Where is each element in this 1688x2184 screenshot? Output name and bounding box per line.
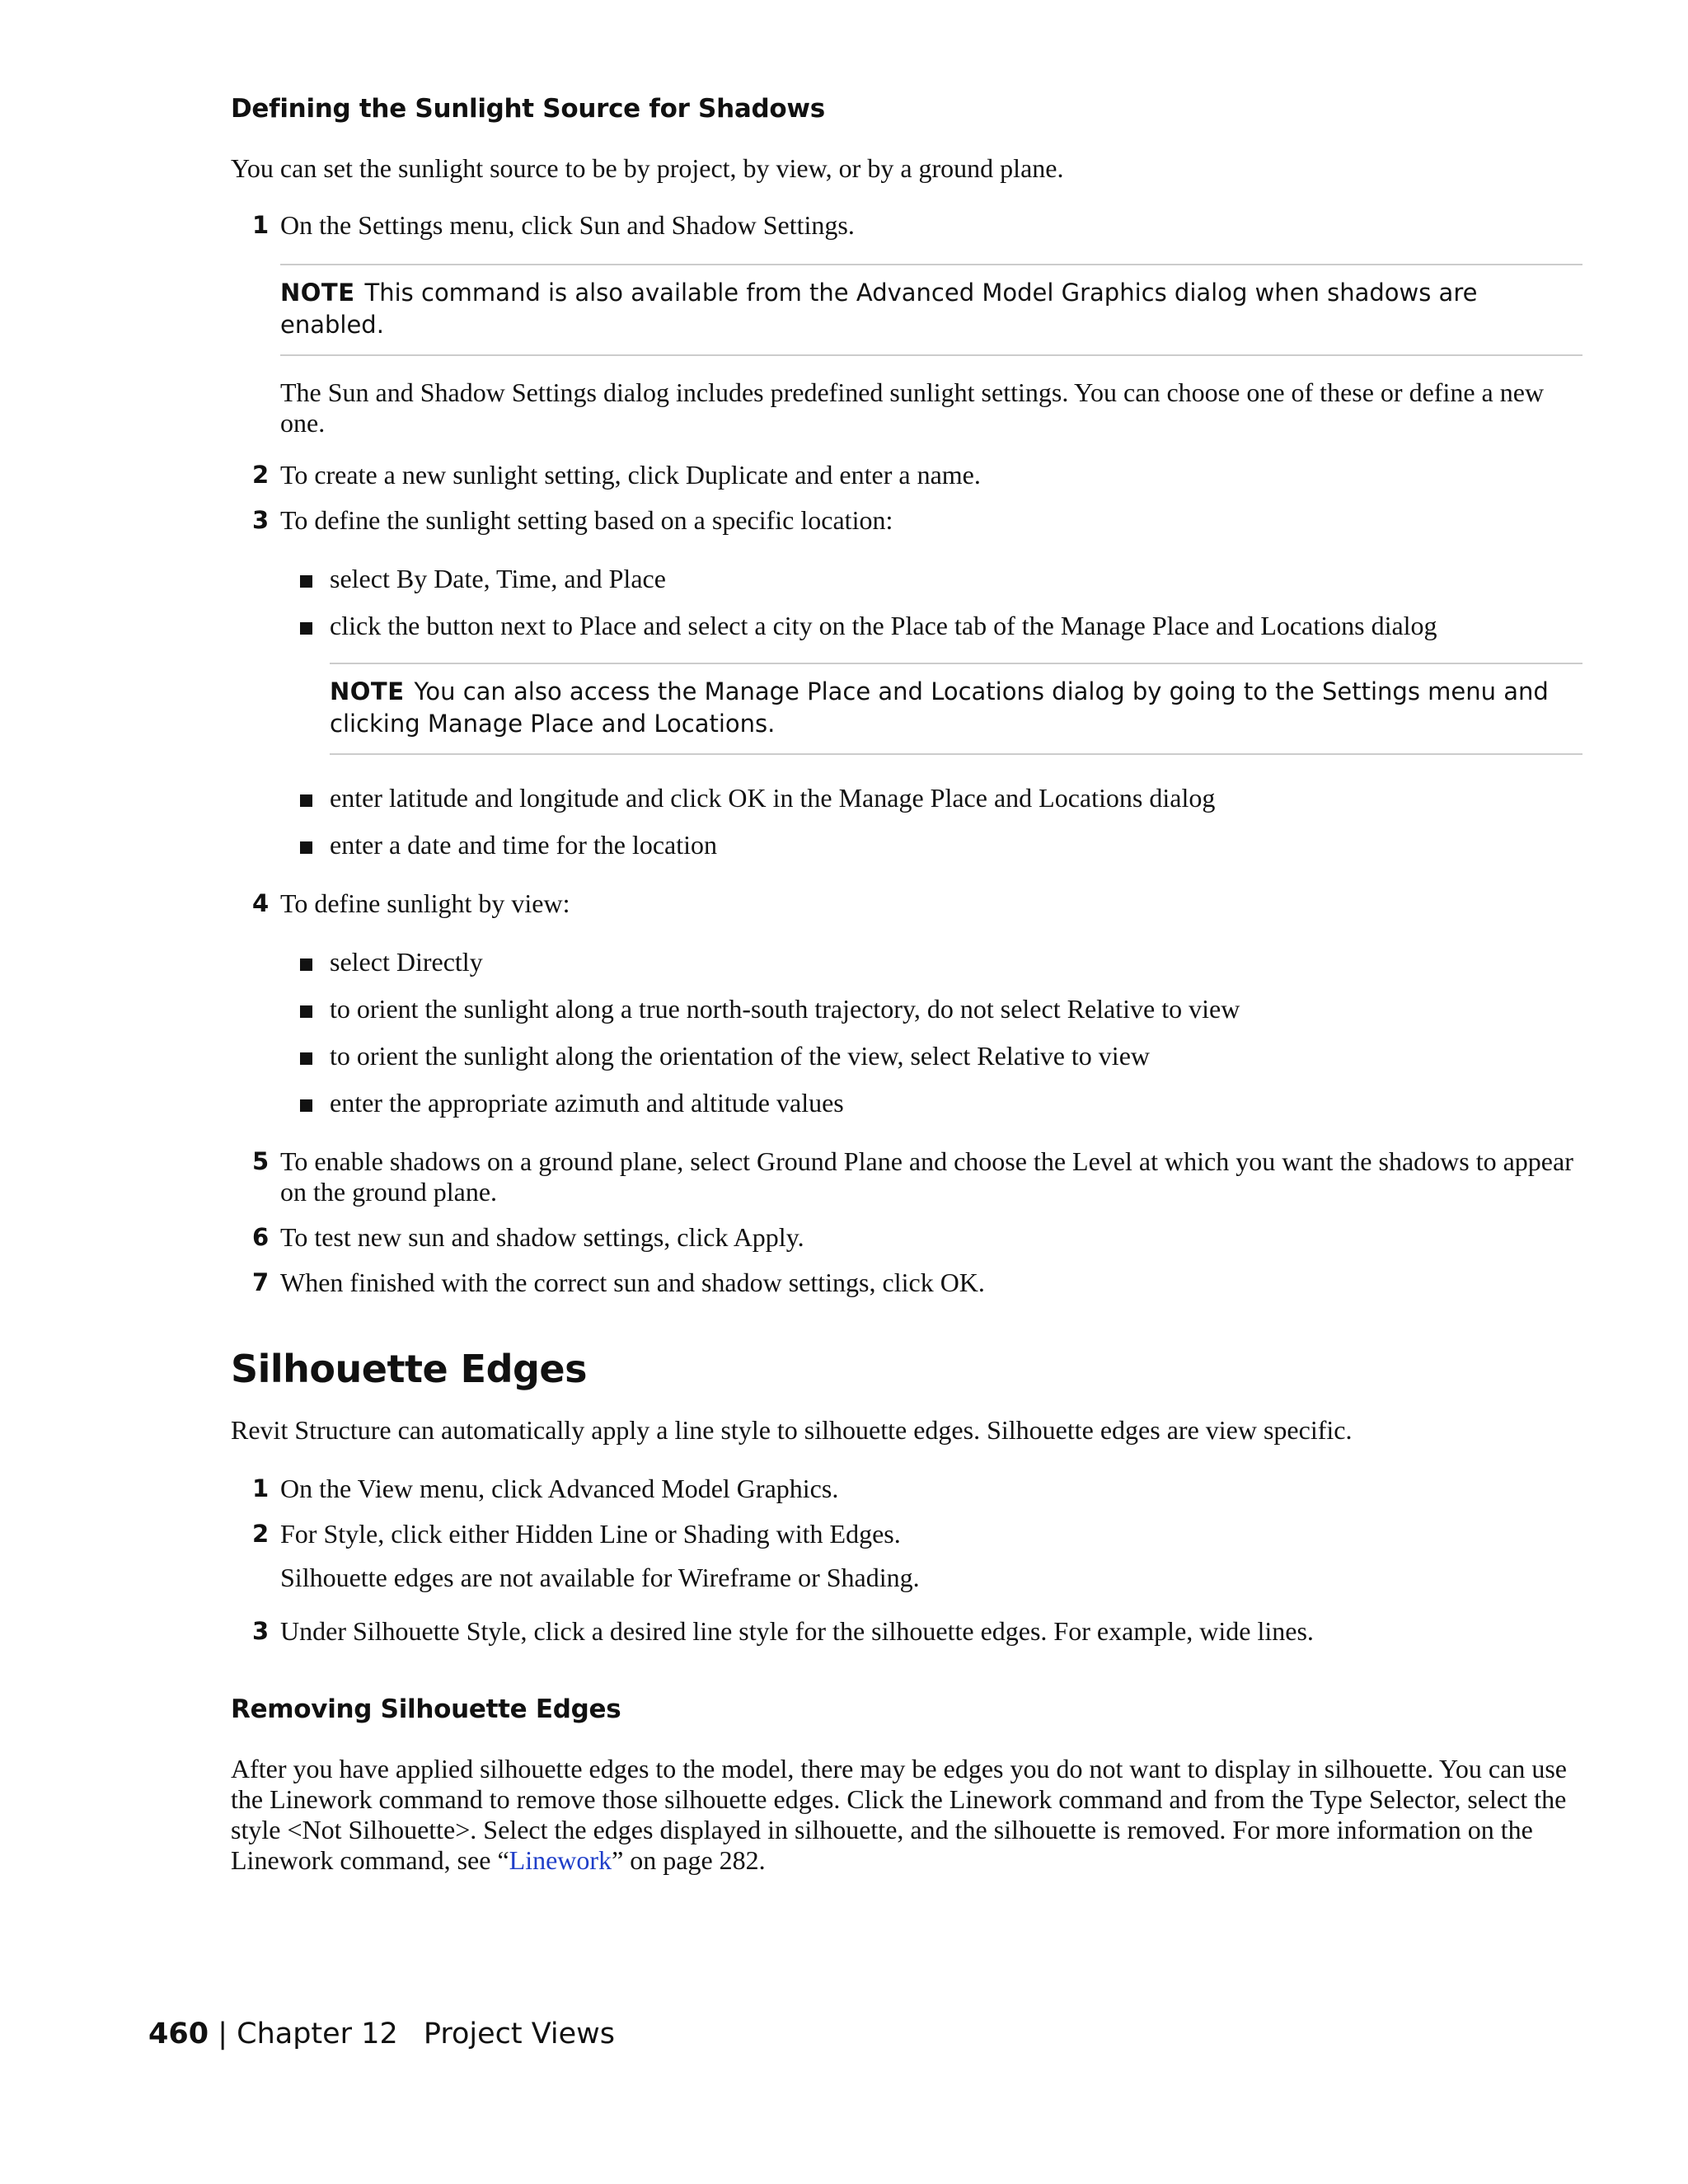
page-content [231,92,1582,1876]
silhouette-step-1 [231,1474,1582,1504]
footer-chapter: Chapter 12 [237,2018,398,2050]
step-number: 5 [252,1147,270,1175]
silhouette-step-2 [231,1519,1582,1549]
page-footer [148,2016,615,2052]
step-number: 3 [252,1617,270,1645]
step-1 [231,210,1582,241]
bullet-text: enter latitude and longitude and click OK in the Manage Place and Locations dialog [330,783,1216,813]
step-5 [231,1146,1582,1207]
note-label: NOTE [330,677,405,705]
silhouette-step-3 [231,1616,1582,1647]
step-1-paragraph: The Sun and Shadow Settings dialog includes predefined sunlight settings. You can choose one of these or define a new one. [280,377,1545,438]
step-number: 6 [252,1223,270,1251]
step-text: To define the sunlight setting based on a specific location: [280,505,893,535]
bullet-square-icon [300,622,312,635]
step-6 [231,1222,1582,1253]
linework-link[interactable]: Linework [509,1845,612,1875]
step-number: 4 [252,889,270,917]
bullet-text: enter a date and time for the location [330,830,718,860]
step-text: To test new sun and shadow settings, click Apply. [280,1222,804,1252]
paragraph-text: ” on page 282. [612,1845,766,1875]
bullet-square-icon [300,1052,312,1065]
note-label: NOTE [280,279,355,307]
note-box [280,264,1582,356]
bullet-item [231,564,1582,594]
step-text: To create a new sunlight setting, click Duplicate and enter a name. [280,460,981,490]
step-number: 3 [252,506,270,534]
silhouette-step-2-note: Silhouette edges are not available for Wireframe or Shading. [280,1563,920,1592]
step-text: Under Silhouette Style, click a desired line style for the silhouette edges. For example, wide lines. [280,1616,1314,1646]
bullet-text: enter the appropriate azimuth and altitude values [330,1088,844,1118]
bullet-text: select By Date, Time, and Place [330,564,666,593]
bullet-item [231,830,1582,860]
note-text: This command is also available from the Advanced Model Graphics dialog when shadows are enabled. [280,279,1478,339]
bullet-square-icon [300,794,312,807]
bullet-item [231,1041,1582,1071]
step-text: On the Settings menu, click Sun and Shadow Settings. [280,210,855,240]
bullet-square-icon [300,1099,312,1112]
section-heading-sunlight: Defining the Sunlight Source for Shadows [231,94,825,124]
note-text: You can also access the Manage Place and Locations dialog by going to the Settings menu and clicking Manage Place and Locations. [330,677,1549,738]
step-text: On the View menu, click Advanced Model Graphics. [280,1474,839,1503]
step-number: 2 [252,461,270,489]
step-number: 2 [252,1520,270,1548]
step-text: For Style, click either Hidden Line or Shading with Edges. [280,1519,901,1549]
bullet-item [231,994,1582,1024]
intro-paragraph: You can set the sunlight source to be by project, by view, or by a ground plane. [231,153,1064,183]
bullet-square-icon [300,575,312,588]
paragraph-text: After you have applied silhouette edges to the model, there may be edges you do not want to display in silhouette. You can use the Linework command to remove those silhouette edges. Click the Linework command and from the Type Selector, select the style <Not Silhouette>. Select the edges displayed in silhouette, and the silhouette is removed. For more information on the Linework command, see “ [231,1754,1567,1875]
bullet-square-icon [300,1005,312,1018]
bullet-item [231,611,1582,641]
bullet-square-icon [300,841,312,854]
step-number: 7 [252,1268,270,1296]
step-text: When finished with the correct sun and shadow settings, click OK. [280,1268,985,1297]
step-number: 1 [252,211,270,239]
bullet-item [231,1088,1582,1118]
note-wrapper [231,264,1582,356]
note-box [330,663,1582,755]
bullet-text: to orient the sunlight along a true north-south trajectory, do not select Relative to view [330,994,1240,1024]
section-heading-removing-silhouette-edges: Removing Silhouette Edges [231,1694,621,1724]
step-7 [231,1268,1582,1298]
note-wrapper [231,663,1582,755]
footer-separator: | [218,2018,227,2050]
step-3 [231,505,1582,536]
footer-title: Project Views [423,2018,616,2050]
step-number: 1 [252,1474,270,1502]
silhouette-intro: Revit Structure can automatically apply a line style to silhouette edges. Silhouette edges are view specific. [231,1415,1353,1445]
step-text: To enable shadows on a ground plane, select Ground Plane and choose the Level at which you want the shadows to appear on the ground plane. [280,1146,1573,1207]
bullet-item [231,947,1582,977]
page-number: 460 [148,2018,209,2050]
bullet-square-icon [300,958,312,971]
bullet-text: select Directly [330,947,483,977]
bullet-text: click the button next to Place and select a city on the Place tab of the Manage Place and Locations dialog [330,611,1437,640]
step-text: To define sunlight by view: [280,888,570,918]
bullet-item [231,783,1582,813]
step-2 [231,460,1582,490]
bullet-text: to orient the sunlight along the orientation of the view, select Relative to view [330,1041,1150,1071]
section-heading-silhouette-edges: Silhouette Edges [231,1347,588,1391]
step-4 [231,888,1582,919]
removing-silhouette-paragraph [231,1754,1582,1876]
